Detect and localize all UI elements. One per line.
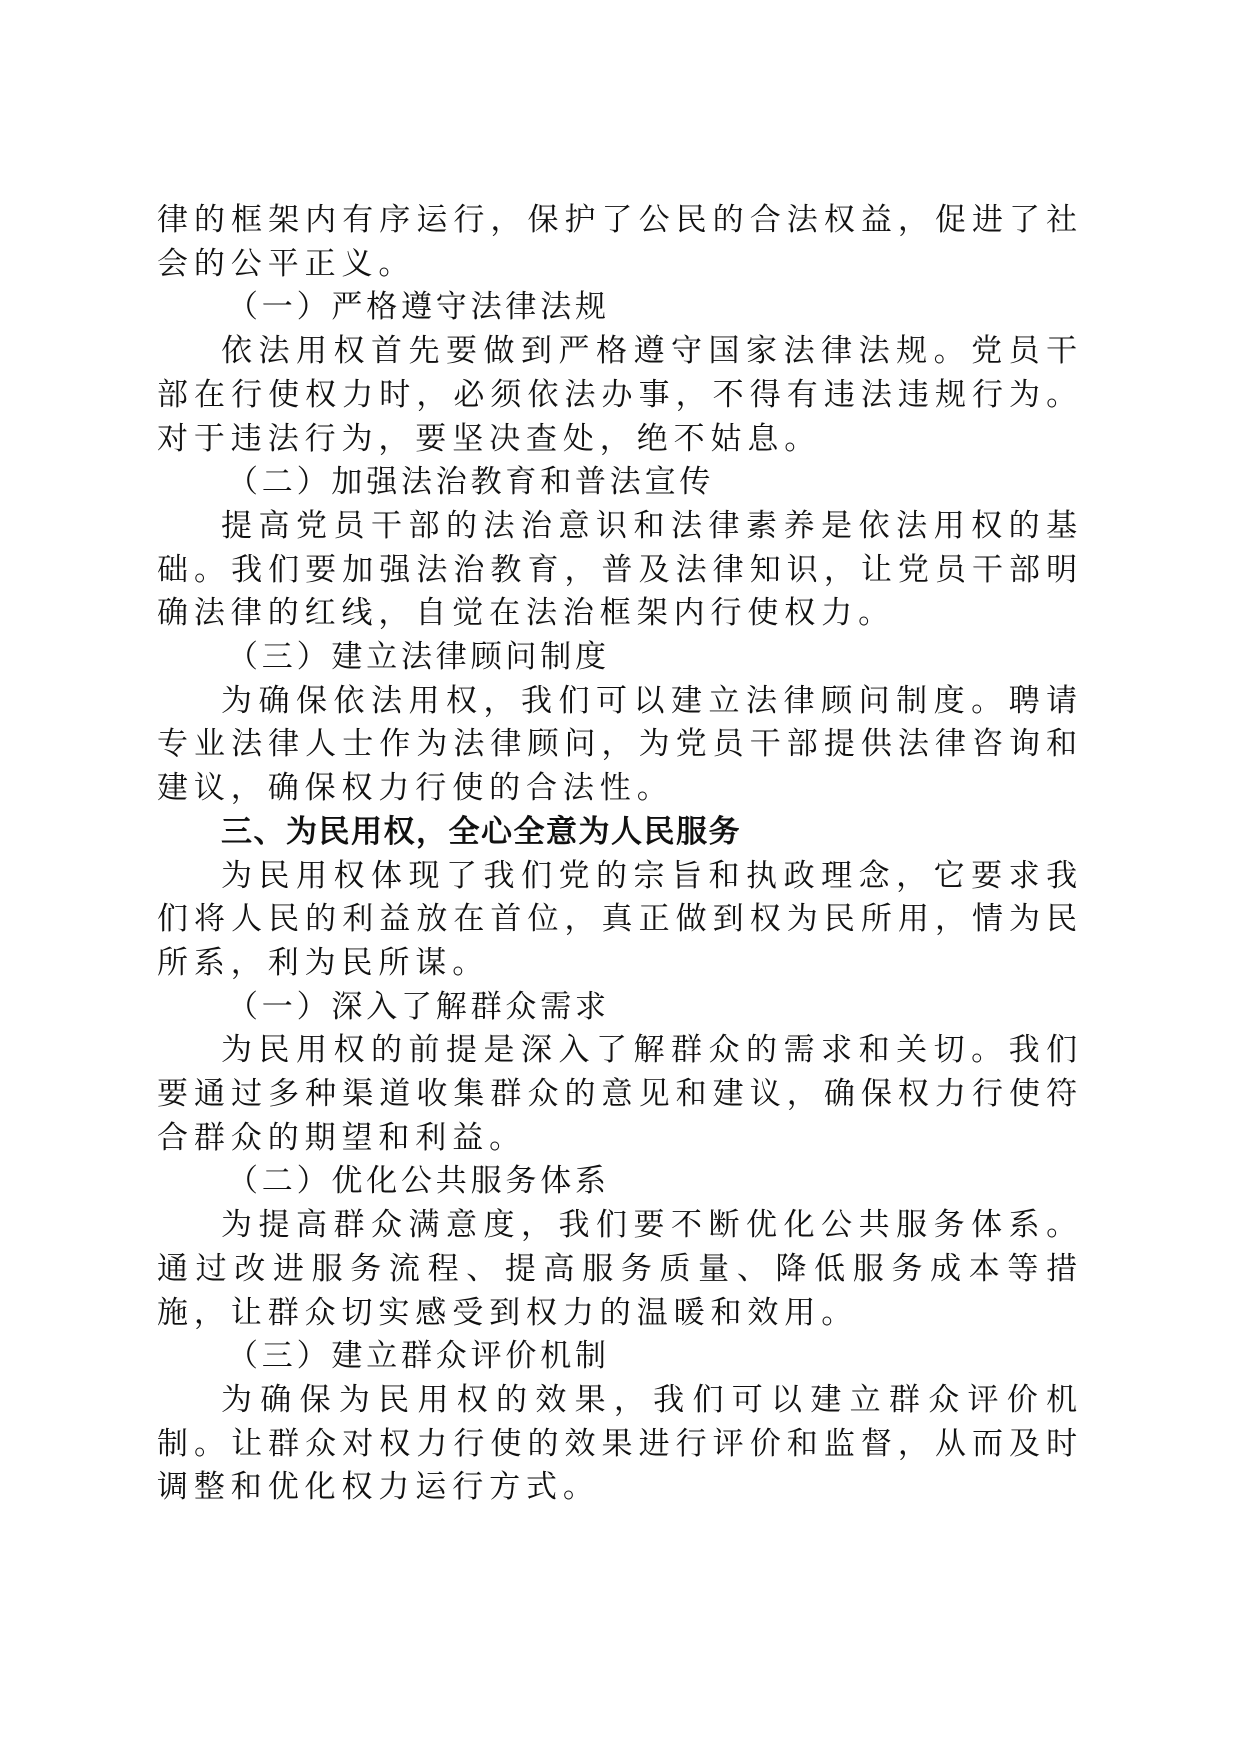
- subheading-understand-needs: （一）深入了解群众需求: [227, 988, 610, 1025]
- subheading-legal-education: （二）加强法治教育和普法宣传: [227, 464, 715, 501]
- paragraph-legal-advisor-system: 为确保依法用权，我们可以建立法律顾问制度。聘请专业法律人士作为法律顾问，为党员干部提供法律咨询和建议，确保权力行使的合法性。: [157, 682, 1083, 807]
- paragraph-serve-the-people: 为民用权体现了我们党的宗旨和执政理念，它要求我们将人民的利益放在首位，真正做到权为民所用，情为民所系，利为民所谋。: [157, 857, 1083, 981]
- section-heading-serve-the-people: 三、为民用权，全心全意为人民服务: [221, 813, 741, 850]
- document-body: [157, 199, 1083, 1510]
- subheading-public-services: （二）优化公共服务体系: [227, 1163, 610, 1200]
- paragraph-continuation: 律的框架内有序运行，保护了公民的合法权益，促进了社会的公平正义。: [157, 202, 1083, 282]
- subheading-evaluation-mechanism: （三）建立群众评价机制: [227, 1338, 610, 1375]
- subheading-strictly-obey-laws: （一）严格遵守法律法规: [227, 289, 610, 326]
- paragraph-public-services: 为提高群众满意度，我们要不断优化公共服务体系。通过改进服务流程、提高服务质量、降低服务成本等措施，让群众切实感受到权力的温暖和效用。: [157, 1207, 1083, 1331]
- subheading-legal-advisor-system: （三）建立法律顾问制度: [227, 639, 610, 676]
- paragraph-evaluation-mechanism: 为确保为民用权的效果，我们可以建立群众评价机制。让群众对权力行使的效果进行评价和监督，从而及时调整和优化权力运行方式。: [157, 1381, 1083, 1506]
- paragraph-obey-laws: 依法用权首先要做到严格遵守国家法律法规。党员干部在行使权力时，必须依法办事，不得有违法违规行为。对于违法行为，要坚决查处，绝不姑息。: [157, 333, 1083, 457]
- paragraph-understand-needs: 为民用权的前提是深入了解群众的需求和关切。我们要通过多种渠道收集群众的意见和建议，确保权力行使符合群众的期望和利益。: [157, 1032, 1083, 1156]
- paragraph-legal-education: 提高党员干部的法治意识和法律素养是依法用权的基础。我们要加强法治教育，普及法律知识，让党员干部明确法律的红线，自觉在法治框架内行使权力。: [157, 507, 1083, 632]
